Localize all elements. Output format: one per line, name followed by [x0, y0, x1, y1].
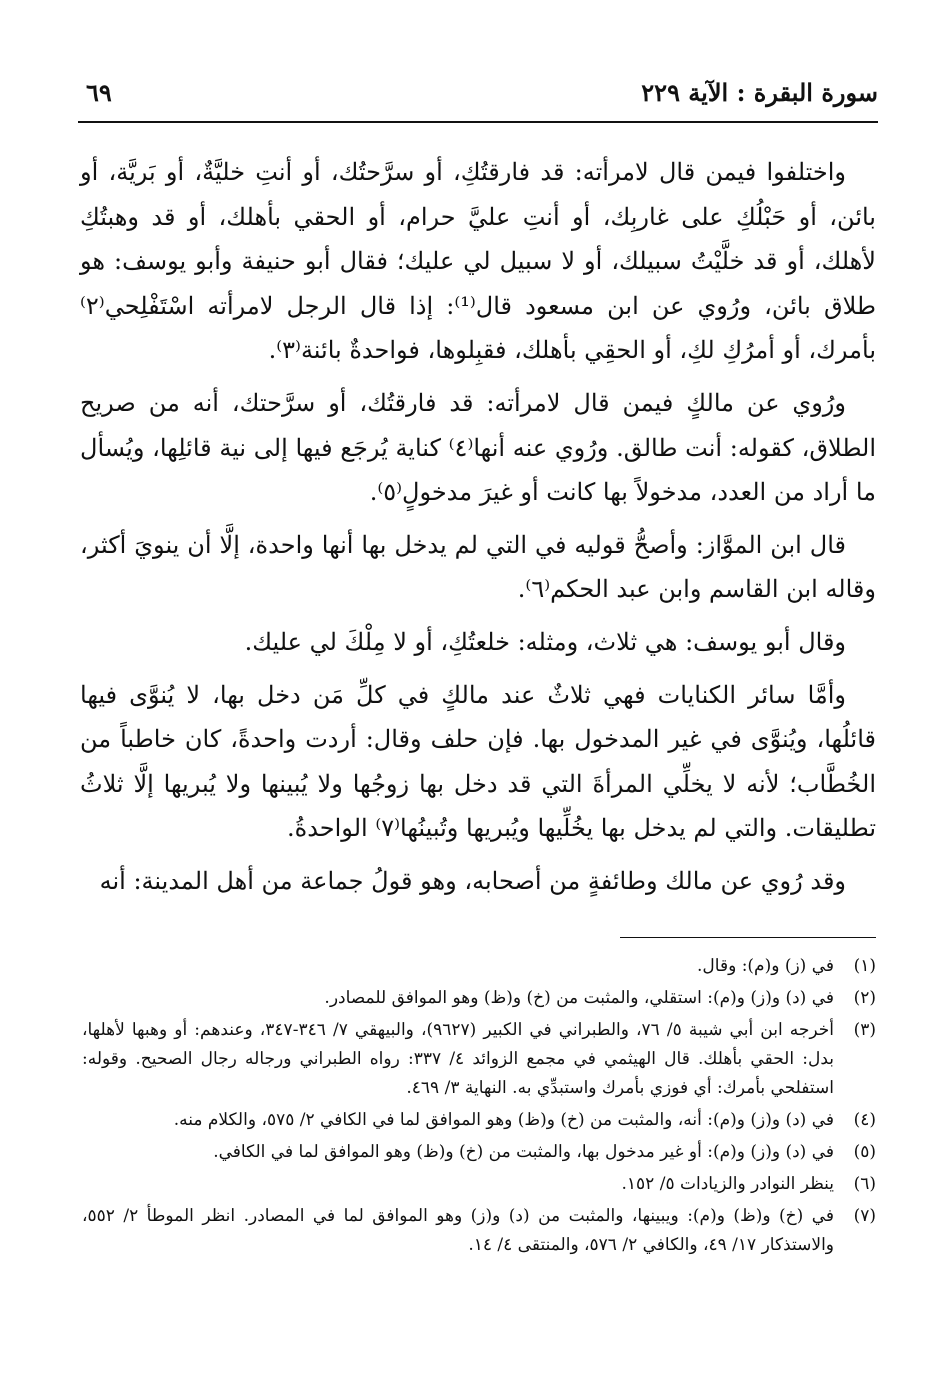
footnote-text: أخرجه ابن أبي شيبة ٥/ ٧٦، والطبراني في الكبير (٩٦٢٧)، والبيهقي ٧/ ٣٤٦-٣٤٧، وعندهم: أو وهبها لأهلها، بدل: الحقي بأهلك. قال الهيثمي في مجمع الزوائد ٤/ ٣٣٧: رواه الطبراني ورجاله رجال الصحيح. وقوله: استفلحي بأمرك: أي فوزي بأمرك واستبدِّي به. النهاية ٣/ ٤٦٩. — [82, 1020, 834, 1098]
paragraph-3: قال ابن الموَّاز: وأصحُّ قوليه في التي لم يدخل بها أنها واحدة، إلَّا أن ينويَ أكثر، وقاله ابن القاسم وابن عبد الحكم⁽٦⁾. — [80, 530, 876, 604]
page-number: ٦٩ — [86, 78, 112, 107]
footnote-divider — [620, 937, 876, 938]
footnotes — [82, 952, 876, 1263]
footnote-number: (٢) — [853, 988, 876, 1008]
footnote-7 — [82, 1202, 876, 1260]
footnote-text: في (د) و(ز) و(م): أنه، والمثبت من (خ) و(ظ) وهو الموافق لما في الكافي ٢/ ٥٧٥، والكلام منه. — [173, 1110, 834, 1130]
footnote-number: (٦) — [853, 1174, 876, 1194]
footnote-6 — [82, 1170, 876, 1199]
footnote-text: في (خ) و(ظ) و(م): ويبينها، والمثبت من (د) و(ز) وهو الموافق لما في المصادر. انظر الموطأ ٢/ ٥٥٢، والاستذكار ١٧/ ٤٩، والكافي ٢/ ٥٧٦، والمنتقى ٤/ ١٤. — [82, 1206, 834, 1255]
footnote-text: في (ز) و(م): وقال. — [697, 956, 834, 976]
footnote-4 — [82, 1106, 876, 1135]
footnote-number: (١) — [853, 956, 876, 976]
paragraph-4: وقال أبو يوسف: هي ثلاث، ومثله: خلعتُكِ، أو لا مِلْكَ لي عليك. — [244, 627, 846, 656]
paragraph-1: واختلفوا فيمن قال لامرأته: قد فارقتُكِ، أو سرَّحتُك، أو أنتِ خليَّةٌ، أو بَريَّة، أو بائن، أو حَبْلُكِ على غاربِك، أو أنتِ عليَّ حرام، أو الحقي بأهلك، أو قد وهبتُكِ لأهلك، أو قد خلَّيْتُ سبيلك، أو لا سبيل لي عليك؛ فقال أبو حنيفة وأبو يوسف: هو طلاق بائن، ورُوي عن ابن مسعود قال⁽¹⁾: إذا قال الرجل لامرأته اسْتَفْلِحي⁽٢⁾ بأمرك، أو أمرُكِ لكِ، أو الحقِي بأهلك، فقبِلوها، فواحدةٌ بائنة⁽٣⁾. — [80, 158, 876, 365]
footnote-2 — [82, 984, 876, 1013]
running-header — [78, 78, 878, 112]
surah-verse-title: سورة البقرة : الآية ٢٢٩ — [641, 78, 878, 107]
footnote-number: (٧) — [853, 1206, 876, 1226]
main-text — [80, 150, 876, 912]
footnote-3 — [82, 1016, 876, 1103]
paragraph-5: وأمَّا سائر الكنايات فهي ثلاثٌ عند مالكٍ في كلِّ مَن دخل بها، لا يُنوَّى فيها قائلُها، ويُنوَّى في غير المدخول بها. فإن حلف وقال: أردت واحدةً، كان خاطباً من الخُطَّاب؛ لأنه لا يخلِّي المرأةَ التي قد دخل بها زوجُها ولا يُبينها ولا يُبريها إلَّا ثلاثُ تطليقات. والتي لم يدخل بها يخُلِّيها ويُبريها وتُبينُها⁽٧⁾ الواحدةُ. — [80, 680, 876, 843]
footnote-number: (٥) — [853, 1142, 876, 1162]
footnote-5 — [82, 1138, 876, 1167]
footnote-text: ينظر النوادر والزيادات ٥/ ١٥٢. — [621, 1174, 834, 1194]
footnote-number: (٣) — [853, 1020, 876, 1040]
paragraph-2: ورُوي عن مالكٍ فيمن قال لامرأته: قد فارقتُك، أو سرَّحتك، أنه من صريح الطلاق، كقوله: أنت طالق. ورُوي عنه أنها⁽٤⁾ كناية يُرجَع فيها إلى نية قائلِها، ويُسأل ما أراد من العدد، مدخولاً بها كانت أو غيرَ مدخولٍ⁽٥⁾. — [80, 388, 876, 507]
paragraph-6: وقد رُوي عن مالك وطائفةٍ من أصحابه، وهو قولُ جماعة من أهل المدينة: أنه — [99, 866, 846, 895]
footnote-text: في (د) و(ز) و(م): استقلي، والمثبت من (خ) و(ظ) وهو الموافق للمصادر. — [324, 988, 834, 1008]
footnote-text: في (د) و(ز) و(م): أو غير مدخول بها، والمثبت من (خ) و(ظ) وهو الموافق لما في الكافي. — [213, 1142, 834, 1162]
header-divider — [78, 121, 878, 123]
footnote-1 — [82, 952, 876, 981]
footnote-number: (٤) — [853, 1110, 876, 1130]
